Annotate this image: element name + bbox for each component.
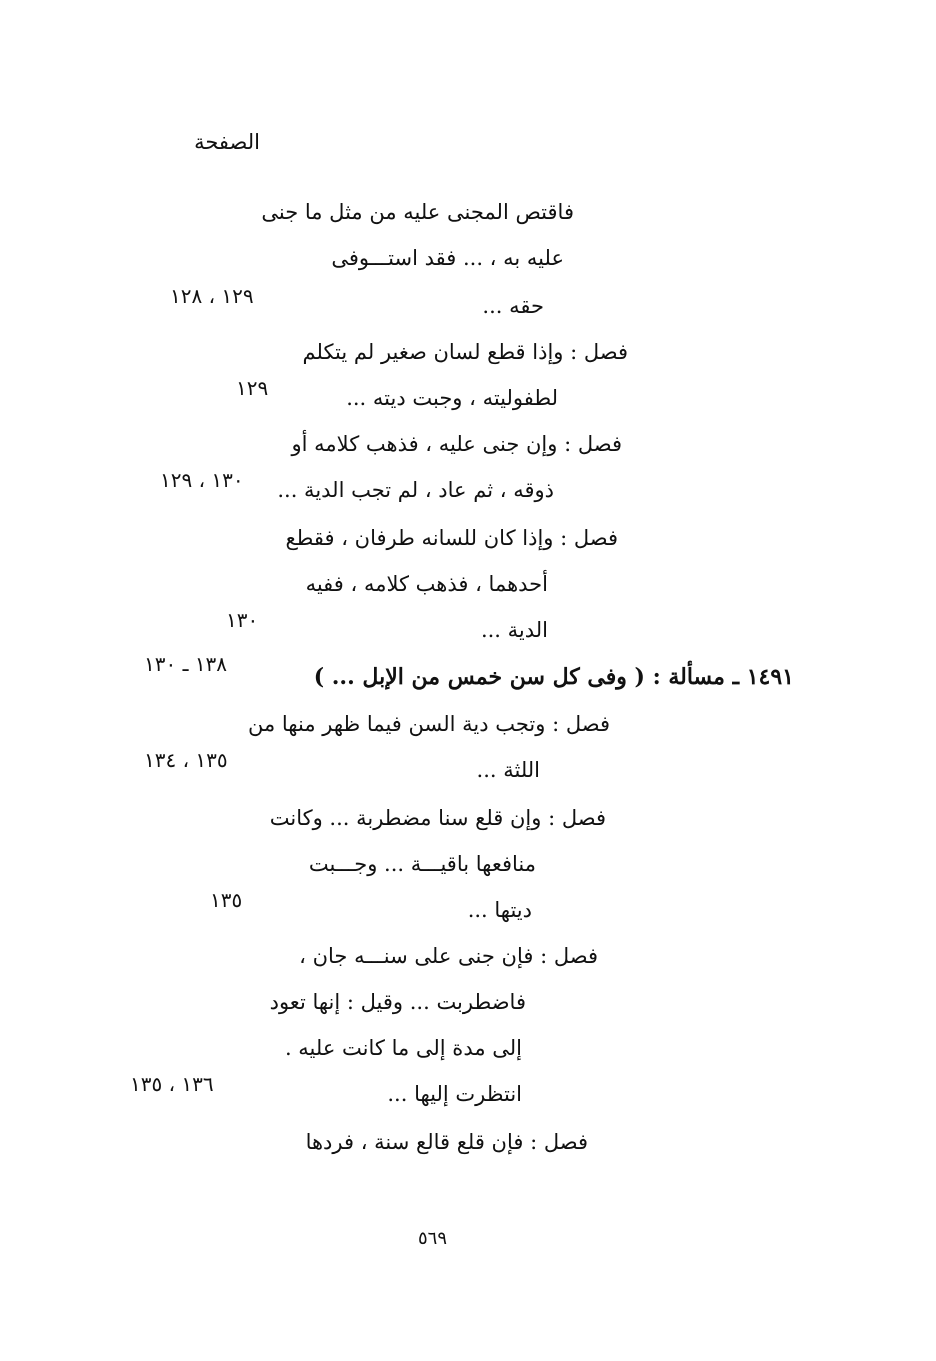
section-heading: ١٤٩١ ـ مسألة : ( وفى كل سن خمس من الإبل ... ) — [313, 664, 794, 690]
entry-line: لطفوليته ، وجبت ديته ... — [346, 386, 558, 410]
entry-line: منافعها باقيـــة ... وجـــبت — [308, 852, 536, 876]
entry-line: انتظرت إليها ... — [387, 1082, 522, 1106]
entry-line: فصل : وإذا كان للسانه طرفان ، فقطع — [285, 526, 618, 550]
folio-page-number: ٥٦٩ — [418, 1228, 448, 1249]
page-ref: ١٢٩ — [236, 376, 269, 400]
entry-line: ذوقه ، ثم عاد ، لم تجب الدية ... — [277, 478, 554, 502]
page-column-header: الصفحة — [194, 130, 260, 154]
entry-line: فصل : وإن جنى عليه ، فذهب كلامه أو — [291, 432, 622, 456]
page-ref: ١٢٩ ، ١٢٨ — [170, 284, 254, 308]
entry-line: عليه به ، ... فقد استـــوفى — [331, 246, 564, 270]
entry-line: فصل : وإذا قطع لسان صغير لم يتكلم — [302, 340, 628, 364]
entry-line: ديتها ... — [467, 898, 532, 922]
entry-line: أحدهما ، فذهب كلامه ، ففيه — [305, 572, 548, 596]
page-ref: ١٣٠ — [226, 608, 259, 632]
entry-line: الدية ... — [480, 618, 548, 642]
entry-line: فصل : وتجب دية السن فيما ظهر منها من — [248, 712, 610, 736]
page-ref: ١٣٨ ـ ١٣٠ — [144, 652, 228, 676]
entry-line: فاقتص المجنى عليه من مثل ما جنى — [261, 200, 574, 224]
entry-line: حقه ... — [482, 294, 544, 318]
entry-line: فصل : وإن قلع سنا مضطربة ... وكانت — [269, 806, 606, 830]
entry-line: إلى مدة إلى ما كانت عليه . — [284, 1036, 522, 1060]
page-ref: ١٣٥ — [210, 888, 243, 912]
entry-line: فصل : فإن جنى على سنـــه جان ، — [299, 944, 598, 968]
page-ref: ١٣٠ ، ١٢٩ — [160, 468, 244, 492]
page-ref: ١٣٦ ، ١٣٥ — [130, 1072, 214, 1096]
page-ref: ١٣٥ ، ١٣٤ — [144, 748, 228, 772]
entry-line: اللثة ... — [476, 758, 540, 782]
entry-line: فصل : فإن قلع قالع سنة ، فردها — [305, 1130, 588, 1154]
entry-line: فاضطربت ... وقيل : إنها تعود — [269, 990, 526, 1014]
